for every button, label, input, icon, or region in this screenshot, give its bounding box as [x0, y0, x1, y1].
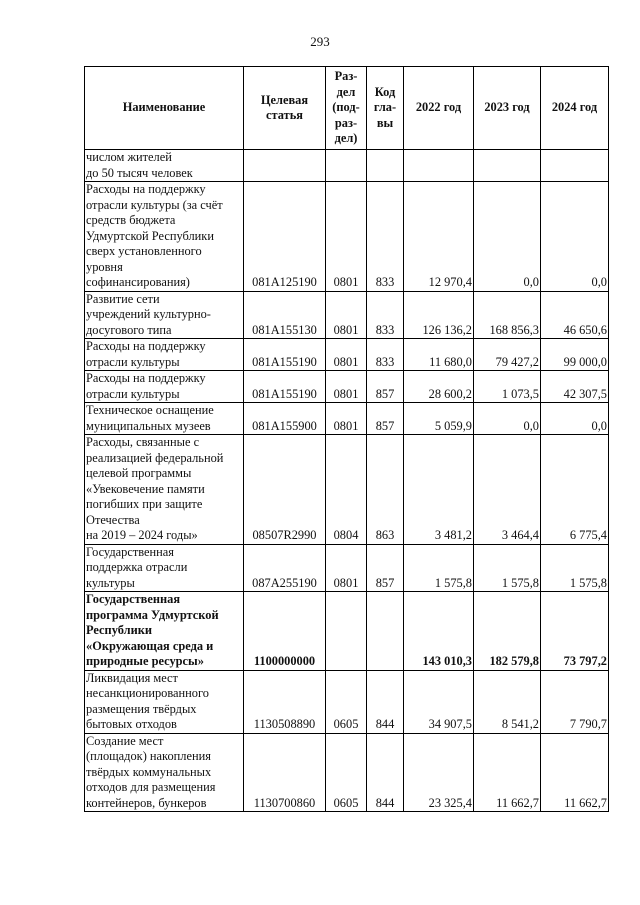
- header-2024: 2024 год: [541, 67, 609, 150]
- row-amount-2024: 42 307,5: [541, 371, 609, 403]
- row-amount-2022: 23 325,4: [404, 733, 474, 812]
- row-section: 0605: [326, 670, 367, 733]
- row-chapter-code: 833: [367, 182, 404, 292]
- row-name: Расходы на поддержку отрасли культуры: [85, 371, 244, 403]
- row-amount-2022: 12 970,4: [404, 182, 474, 292]
- table-row: [85, 182, 609, 292]
- page-number: 293: [310, 34, 330, 49]
- row-target-article: 081A155130: [244, 291, 326, 339]
- row-name: Расходы на поддержку отрасли культуры (за счёт средств бюджета Удмуртской Республики сверх установленного уровня софинансирования): [85, 182, 244, 292]
- row-amount-2022: 1 575,8: [404, 544, 474, 592]
- row-target-article: 081A155190: [244, 339, 326, 371]
- row-target-article: 081A125190: [244, 182, 326, 292]
- header-2022: 2022 год: [404, 67, 474, 150]
- row-chapter-code: 833: [367, 339, 404, 371]
- row-name: Расходы, связанные с реализацией федеральной целевой программы «Увековечение памяти погибших при защите Отечества на 2019 – 2024 годы»: [85, 435, 244, 545]
- row-chapter-code: [367, 150, 404, 182]
- header-section: Раз- дел (под- раз- дел): [326, 67, 367, 150]
- row-target-article: 087A255190: [244, 544, 326, 592]
- row-chapter-code: 857: [367, 403, 404, 435]
- row-name: числом жителей до 50 тысяч человек: [85, 150, 244, 182]
- row-amount-2023: 1 073,5: [474, 371, 541, 403]
- row-amount-2023: 168 856,3: [474, 291, 541, 339]
- row-amount-2023: 3 464,4: [474, 435, 541, 545]
- row-name: Техническое оснащение муниципальных музеев: [85, 403, 244, 435]
- row-name: Создание мест (площадок) накопления твёрдых коммунальных отходов для размещения контейнеров, бункеров: [85, 733, 244, 812]
- row-amount-2023: 11 662,7: [474, 733, 541, 812]
- row-amount-2022: 5 059,9: [404, 403, 474, 435]
- table-row: [85, 339, 609, 371]
- budget-table: [84, 66, 609, 812]
- row-section: 0605: [326, 733, 367, 812]
- row-amount-2023: 8 541,2: [474, 670, 541, 733]
- row-amount-2023: [474, 150, 541, 182]
- row-section: 0801: [326, 182, 367, 292]
- row-amount-2024: 7 790,7: [541, 670, 609, 733]
- row-name: Государственная программа Удмуртской Республики «Окружающая среда и природные ресурсы»: [85, 592, 244, 671]
- table-row: [85, 403, 609, 435]
- row-chapter-code: 844: [367, 733, 404, 812]
- row-chapter-code: 844: [367, 670, 404, 733]
- row-amount-2024: 1 575,8: [541, 544, 609, 592]
- row-name: Ликвидация мест несанкционированного размещения твёрдых бытовых отходов: [85, 670, 244, 733]
- header-target-article: Целевая статья: [244, 67, 326, 150]
- row-target-article: 1130508890: [244, 670, 326, 733]
- row-target-article: 081A155900: [244, 403, 326, 435]
- row-target-article: 1100000000: [244, 592, 326, 671]
- row-section: [326, 150, 367, 182]
- row-chapter-code: 857: [367, 544, 404, 592]
- header-chapter-code: Код гла- вы: [367, 67, 404, 150]
- row-section: [326, 592, 367, 671]
- row-amount-2022: 28 600,2: [404, 371, 474, 403]
- row-amount-2023: 1 575,8: [474, 544, 541, 592]
- row-amount-2024: 0,0: [541, 182, 609, 292]
- table-row: [85, 291, 609, 339]
- row-section: 0801: [326, 339, 367, 371]
- row-amount-2023: 182 579,8: [474, 592, 541, 671]
- table-row: [85, 435, 609, 545]
- row-amount-2022: 11 680,0: [404, 339, 474, 371]
- row-amount-2022: 3 481,2: [404, 435, 474, 545]
- row-amount-2024: 73 797,2: [541, 592, 609, 671]
- row-chapter-code: [367, 592, 404, 671]
- row-amount-2022: [404, 150, 474, 182]
- table-row: [85, 544, 609, 592]
- row-amount-2023: 79 427,2: [474, 339, 541, 371]
- table-row: [85, 670, 609, 733]
- row-name: Развитие сети учреждений культурно- досугового типа: [85, 291, 244, 339]
- row-target-article: 08507R2990: [244, 435, 326, 545]
- row-amount-2022: 34 907,5: [404, 670, 474, 733]
- row-name: Государственная поддержка отрасли культуры: [85, 544, 244, 592]
- row-chapter-code: 833: [367, 291, 404, 339]
- header-2023: 2023 год: [474, 67, 541, 150]
- row-amount-2023: 0,0: [474, 403, 541, 435]
- header-name: Наименование: [85, 67, 244, 150]
- row-section: 0801: [326, 403, 367, 435]
- row-amount-2023: 0,0: [474, 182, 541, 292]
- row-chapter-code: 857: [367, 371, 404, 403]
- row-section: 0801: [326, 371, 367, 403]
- row-target-article: 1130700860: [244, 733, 326, 812]
- row-section: 0804: [326, 435, 367, 545]
- table-row: [85, 592, 609, 671]
- row-section: 0801: [326, 291, 367, 339]
- row-section: 0801: [326, 544, 367, 592]
- table-body: [85, 150, 609, 812]
- table-row: [85, 733, 609, 812]
- row-amount-2024: 11 662,7: [541, 733, 609, 812]
- row-amount-2024: 46 650,6: [541, 291, 609, 339]
- row-amount-2022: 126 136,2: [404, 291, 474, 339]
- table-row: [85, 371, 609, 403]
- row-target-article: [244, 150, 326, 182]
- table-header-row: [85, 67, 609, 150]
- row-amount-2024: [541, 150, 609, 182]
- row-chapter-code: 863: [367, 435, 404, 545]
- row-name: Расходы на поддержку отрасли культуры: [85, 339, 244, 371]
- table-row: [85, 150, 609, 182]
- row-amount-2024: 99 000,0: [541, 339, 609, 371]
- row-target-article: 081A155190: [244, 371, 326, 403]
- row-amount-2022: 143 010,3: [404, 592, 474, 671]
- row-amount-2024: 0,0: [541, 403, 609, 435]
- row-amount-2024: 6 775,4: [541, 435, 609, 545]
